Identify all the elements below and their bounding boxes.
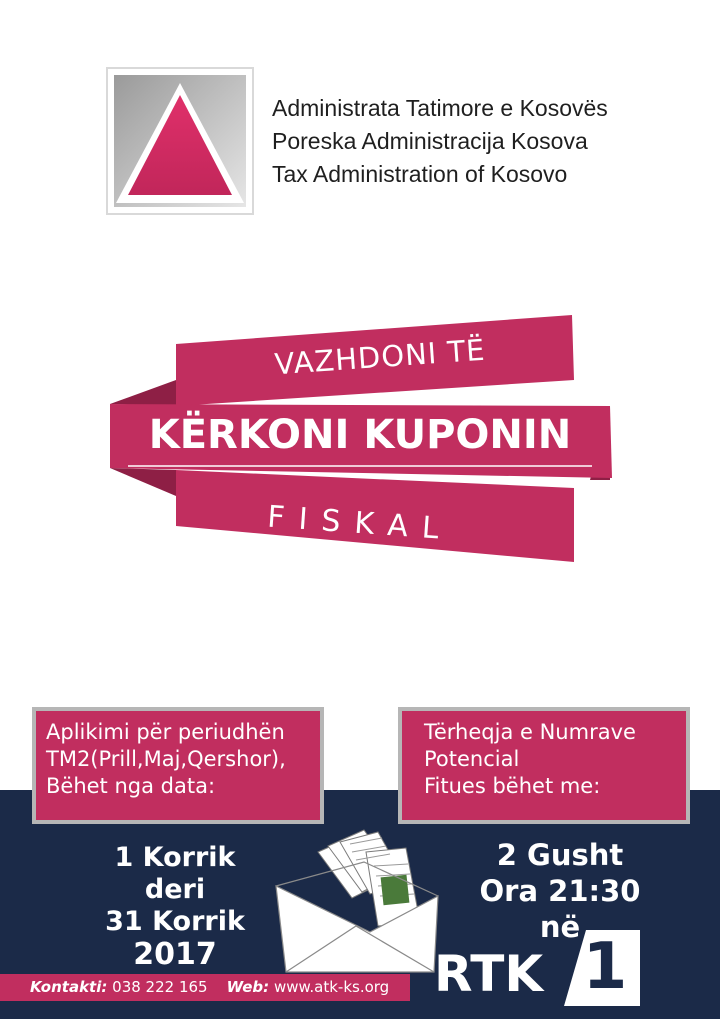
web-address[interactable]: www.atk-ks.org — [273, 978, 390, 996]
draw-date: 2 Gusht — [496, 838, 624, 872]
date-year: 2017 — [133, 937, 217, 972]
date-start: 1 Korrik — [114, 842, 236, 873]
draw-line-3: Fitues bëhet me: — [424, 774, 601, 798]
application-period-box — [32, 707, 324, 824]
logo-triangle-icon — [108, 69, 252, 213]
campaign-line-3: FISKAL — [266, 499, 454, 548]
org-name-albanian: Administrata Tatimore e Kosovës — [272, 95, 608, 121]
draw-info-box — [398, 707, 690, 824]
date-separator: deri — [144, 874, 206, 905]
draw-line-1: Tërheqja e Numrave — [424, 720, 636, 744]
tak-logo — [106, 67, 254, 215]
rtk-logo-text: RTK — [434, 945, 544, 1003]
application-line-3: Bëhet nga data: — [46, 774, 216, 798]
contact-label: Kontakti: — [30, 978, 108, 996]
draw-line-2: Potencial — [424, 747, 520, 771]
rtk-channel-number: 1 — [582, 930, 628, 1004]
web-label: Web: — [226, 978, 270, 996]
org-name-serbian: Poreska Administracija Kosova — [272, 128, 588, 154]
campaign-line-1: VAZHDONI TË — [273, 332, 487, 382]
campaign-line-2: KËRKONI KUPONIN — [148, 412, 572, 458]
draw-time: Ora 21:30 — [479, 874, 641, 908]
org-name-english: Tax Administration of Kosovo — [272, 161, 568, 187]
contact-phone: 038 222 165 — [112, 978, 208, 996]
application-line-1: Aplikimi për periudhën — [46, 720, 285, 744]
envelope-with-receipts-icon — [270, 822, 450, 982]
contact-info — [30, 978, 389, 996]
draw-on-word: në — [539, 910, 581, 944]
date-end: 31 Korrik — [105, 906, 245, 937]
application-line-2: TM2(Prill,Maj,Qershor), — [46, 747, 286, 771]
